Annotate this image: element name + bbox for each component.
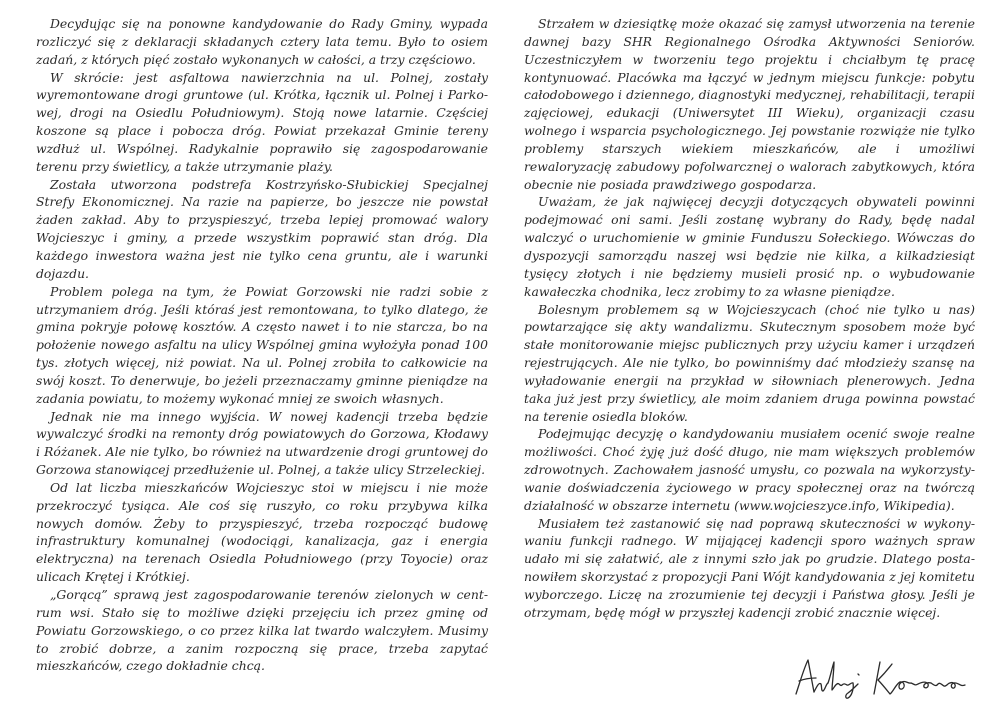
paragraph: Problem polega na tym, że Powiat Gorzowski nie radzi sobie z utrzymaniem dróg. Jeśli któraś jest remontowana, to tylko dlatego, że gmina pokryje połowę kosztów. A często nawet i to nie starcza, bo na położenie nowego asfaltu na ulicy Wspólnej gmina wyłożyła ponad 100 tys. złotych więcej, niż powiat. Na ul. Polnej zrobiła to całkowicie na swój koszt. To denerwuje, bo jeżeli przeznaczamy gminne pieniądze na zadania powiatu, to możemy wykonać mniej ze swoich własnych. [36, 283, 488, 406]
left-text-column [36, 15, 488, 675]
paragraph: W skrócie: jest asfaltowa nawierzchnia na ul. Polnej, zostały wyremontowane drogi gruntowe (ul. Krótka, łącznik ul. Polnej i Parkowej, drogi na Osiedlu Południowym). Stoją nowe latarnie. Częściej koszone są place i pobocza dróg. Powiat przekazał Gminie tereny wzdłuż ul. Wspólnej. Radykalnie poprawiło się zagospodarowanie terenu przy świetlicy, a także utrzymanie plaży. [36, 69, 488, 174]
right-text-column [524, 15, 975, 622]
paragraph: Strzałem w dziesiątkę może okazać się zamysł utworzenia na terenie dawnej bazy SHR Regionalnego Ośrodka Aktywności Seniorów. Uczestniczyłem w tworzeniu tego projektu i chciałbym tę pracę kontynuować. Placówka ma łączyć w jednym miejscu funkcje: pobytu całodobowego i dziennego, diagnostyki medycznej, rehabilitacji, terapii zajęciowej, edukacji (Uniwersytet III Wieku), organizacji czasu wolnego i wsparcia psychologicznego. Jej powstanie rozwiąże nie tylko problemy starszych wiekiem mieszkańców, ale i umożliwi rewaloryzację zabudowy pofolwarcznej o walorach zabytkowych, która obecnie nie posiada prawdziwego gospodarza. [524, 16, 975, 192]
paragraph: „Gorącą” sprawą jest zagospodarowanie terenów zielonych w centrum wsi. Stało się to możliwe dzięki przejęciu ich przez gminę od Powiatu Gorzowskiego, o co przez kilka lat twardo walczyłem. Musimy to zrobić dobrze, a zanim rozpoczną się prace, trzeba zapytać mieszkańców, czego dokładnie chcą. [36, 587, 488, 674]
paragraph: Decydując się na ponowne kandydowanie do Rady Gminy, wypada rozliczyć się z deklaracji składanych cztery lata temu. Było to osiem zadań, z których pięć zostało wykonanych w całości, a trzy częściowo. [36, 16, 488, 67]
signature-drawing [790, 654, 970, 700]
paragraph: Podejmując decyzję o kandydowaniu musiałem ocenić swoje realne możliwości. Choć żyję już dość długo, nie mam większych problemów zdrowotnych. Zachowałem jasność umysłu, co pozwala na wykorzystywanie doświadczenia życiowego w pracy społecznej oraz na twórczą działalność w obszarze internetu (www.wojcieszyce.info, Wikipedia). [524, 426, 975, 513]
paragraph: Uważam, że jak najwięcej decyzji dotyczących obywateli powinni podejmować oni sami. Jeśli zostanę wybrany do Rady, będę nadal walczyć o uruchomienie w gminie Funduszu Sołeckiego. Wówczas do dyspozycji samorządu naszej wsi będzie nie kilka, a kilkadziesiąt tysięcy złotych i nie będziemy musieli prosić np. o wybudowanie kawałeczka chodnika, lecz zrobimy to za własne pieniądze. [524, 194, 975, 299]
handwritten-signature [790, 654, 970, 700]
paragraph: Musiałem też zastanowić się nad poprawą skuteczności w wykonywaniu funkcji radnego. W mijającej kadencji sporo ważnych spraw udało mi się załatwić, ale z innymi szło jak po grudzie. Dlatego postanowiłem skorzystać z propozycji Pani Wójt kandydowania z jej komitetu wyborczego. Liczę na zrozumienie tej decyzji i Państwa głosy. Jeśli je otrzymam, będę mógł w przyszłej kadencji zrobić znacznie więcej. [524, 515, 975, 620]
paragraph: Od lat liczba mieszkańców Wojcieszyc stoi w miejscu i nie może przekroczyć tysiąca. Ale coś się ruszyło, co roku przybywa kilka nowych domów. Żeby to przyspieszyć, trzeba rozpocząć budowę infrastruktury komunalnej (wodociągi, kanalizacja, gaz i energia elektryczna) na terenach Osiedla Południowego (przy Toyocie) oraz ulicach Krętej i Krótkiej. [36, 479, 488, 585]
paragraph: Została utworzona podstrefa Kostrzyńsko-Słubickiej Specjalnej Strefy Ekonomicznej. Na razie na papierze, bo jeszcze nie powstał żaden zakład. Aby to przyspieszyć, trzeba lepiej promować walory Wojcieszyc i gminy, a przede wszystkim poprawić stan dróg. Dla każdego inwestora ważna jest nie tylko cena gruntu, ale i warunki dojazdu. [36, 176, 488, 281]
paragraph: Jednak nie ma innego wyjścia. W nowej kadencji trzeba będzie wywalczyć środki na remonty dróg powiatowych do Gorzowa, Kłodawy i Różanek. Ale nie tylko, bo również na utwardzenie drogi gruntowej do Gorzowa stanowiącej przedłużenie ul. Polnej, a także ulicy Strzeleckiej. [36, 408, 488, 478]
paragraph: Bolesnym problemem są w Wojcieszycach (choć nie tylko u nas) powtarzające się akty wandalizmu. Skutecznym sposobem może być stałe monitorowanie miejsc publicznych przy użyciu kamer i urządzeń rejestrujących. Ale nie tylko, bo powinniśmy dać młodzieży szansę na wyładowanie energii na przykład w siłowniach plenerowych. Jedna taka już jest przy świetlicy, ale moim zdaniem druga powinna powstać na terenie osiedla bloków. [524, 301, 975, 424]
